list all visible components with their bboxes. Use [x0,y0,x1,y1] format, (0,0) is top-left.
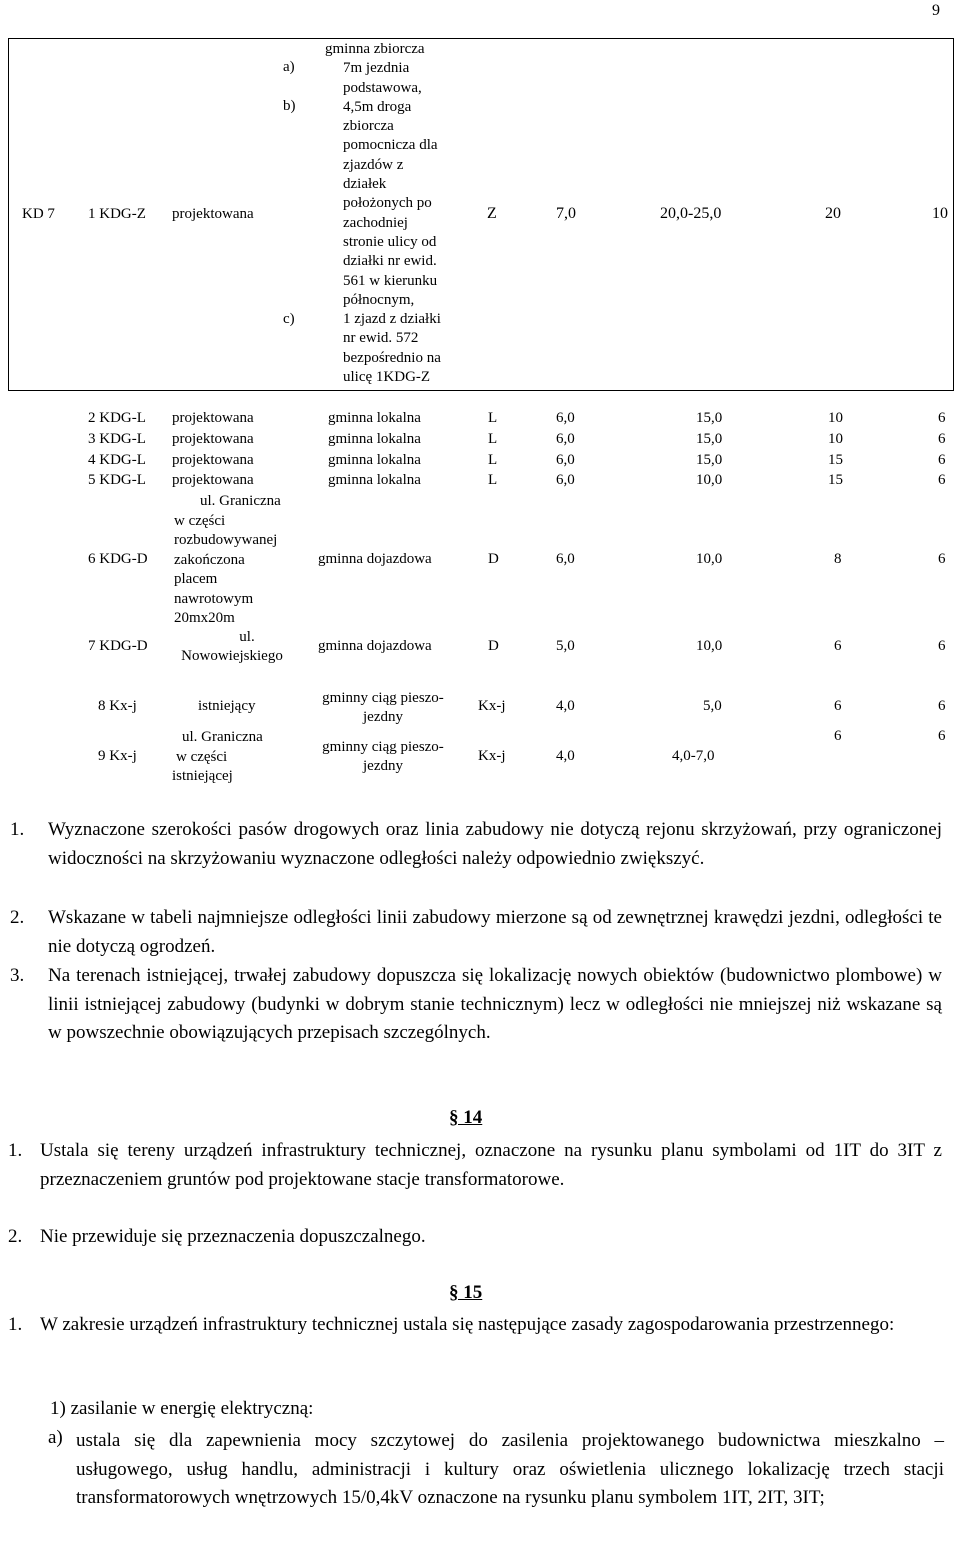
row-class: L [488,431,498,447]
kd7-description [315,40,463,387]
row9-distance-1: 6 [834,728,842,744]
kd7-marker-a: a) [283,59,295,75]
row-distance-1: 10 [828,410,843,426]
row-class: L [488,452,498,468]
row-class: L [488,410,498,426]
note-number: 2. [10,907,25,928]
row-width: 15,0 [696,452,723,468]
item-text: Ustala się tereny urządzeń infrastruktury technicznej, oznaczone na rysunku planu symbolami od 1IT do 3IT z przeznaczeniem gruntów pod projektowane stacje transformatorowe. [40,1140,942,1190]
row6-status [174,492,281,629]
table-row [0,431,960,451]
row9-category [312,738,454,776]
section-15-heading: § 15 [449,1282,483,1303]
kd7-desc-line: pomocnicza dla [343,137,438,154]
note-item [10,816,942,873]
kd7-section-label: KD 7 [22,206,55,222]
page-number: 9 [932,2,940,19]
row-distance-2: 6 [938,472,946,488]
row7-status [176,628,288,666]
row-distance-1: 10 [828,431,843,447]
subitem-power-supply: 1) zasilanie w energię elektryczną: [50,1398,314,1419]
row-status: projektowana [172,410,254,426]
row-distance-2: 6 [938,452,946,468]
row6-status-line: placem [174,571,218,587]
kd7-desc-line: północnym, [343,291,415,308]
row8-status: istniejący [198,698,256,714]
row8-category-line: gminny ciąg pieszo- [322,690,444,706]
row6-status-line: nawrotowym [174,590,254,607]
section-14-item [8,1137,942,1194]
row9-status-line: ul. Graniczna [182,729,263,745]
row7-symbol: 7 KDG-D [88,638,148,654]
row9-class: Kx-j [478,748,506,764]
kd7-desc-line: stronie ulicy od [343,233,437,250]
kd7-klasa: Z [487,205,497,222]
kd7-desc-line: zjazdów z [343,156,404,173]
note-text: Wskazane w tabeli najmniejsze odległości linii zabudowy mierzone są od zewnętrznej krawędzi jezdni, odległości te nie dotyczą ogrodzeń. [48,907,942,957]
row9-width: 4,0-7,0 [672,748,715,764]
kd7-desc-line: gminna zbiorcza [325,41,425,57]
row-symbol: 5 KDG-L [88,472,146,488]
kd7-desc-line: 561 w kierunku [343,272,438,289]
row8-class: Kx-j [478,698,506,714]
kd7-desc-line: działki nr ewid. [343,253,437,270]
row8-width: 5,0 [703,698,722,714]
kd7-desc-line: bezpośrednio na [343,349,441,366]
row-width: 15,0 [696,410,723,426]
row6-status-line: 20mx20m [174,610,235,626]
row8-category-line: jezdny [363,709,403,725]
kd7-marker-c: c) [283,311,295,327]
kd7-desc-line: ulicę 1KDG-Z [343,369,431,386]
row6-distance-1: 8 [834,551,842,567]
row7-class: D [488,638,499,654]
row-distance-1: 15 [828,472,843,488]
table-row [0,410,960,430]
row-status: projektowana [172,472,254,488]
row7-category: gminna dojazdowa [318,638,432,654]
row6-class: D [488,551,499,567]
kd7-desc-line: 7m jezdnia [343,60,410,77]
row6-roadway: 6,0 [556,551,575,567]
row6-category: gminna dojazdowa [318,551,432,567]
kd7-symbol: 1 KDG-Z [88,206,146,222]
kd7-szerokosc: 20,0-25,0 [660,205,722,222]
row-status: projektowana [172,452,254,468]
row7-status-line: Nowowiejskiego [181,648,283,664]
row9-status-line: w części [176,748,228,765]
row-roadway: 6,0 [556,472,575,488]
row7-distance-1: 6 [834,638,842,654]
subitem-a-text: ustala się dla zapewnienia mocy szczytowej do zasilenia projektowanego budownictwa mieszkalno – usługowego, usług handlu, administracji i kultury oraz oświetlenia ulicznego lokalizację trzech stacji transformatorowych wnętrzowych 15/0,4kV oznaczone na rysunku planu symbolem 1IT, 2IT, 3IT; [76,1430,944,1509]
row-distance-1: 15 [828,452,843,468]
kd7-odleglosc-1: 20 [825,205,841,222]
kd7-status: projektowana [172,206,254,222]
item-number: 1. [8,1140,23,1161]
row9-status-line: istniejącej [172,768,233,784]
row8-category [312,689,454,727]
row-status: projektowana [172,431,254,447]
note-number: 1. [10,819,25,840]
section-14-item [8,1223,942,1252]
row8-distance-2: 6 [938,698,946,714]
row9-category-line: gminny ciąg pieszo- [322,739,444,755]
row9-symbol: 9 Kx-j [98,748,137,764]
note-text: Na terenach istniejącej, trwałej zabudowy dopuszcza się lokalizację nowych obiektów (budownictwo plombowe) w linii istniejącej zabudowy (budynki w dobrym stanie technicznym) lecz w odległości nie mniejszej niż wskazane są w powszechnie obowiązujących przepisach szczególnych. [48,965,942,1044]
item-text: W zakresie urządzeń infrastruktury technicznej ustala się następujące zasady zagospodarowania przestrzennego: [40,1314,895,1335]
row-category: gminna lokalna [328,472,421,488]
row7-distance-2: 6 [938,638,946,654]
note-number: 3. [10,965,25,986]
row-class: L [488,472,498,488]
kd7-desc-line: 4,5m droga [343,98,412,115]
row8-roadway: 4,0 [556,698,575,714]
table-row [0,472,960,492]
kd7-marker-b: b) [283,98,296,114]
row8-distance-1: 6 [834,698,842,714]
row9-roadway: 4,0 [556,748,575,764]
item-text: Nie przewiduje się przeznaczenia dopuszczalnego. [40,1226,426,1247]
section-14-heading: § 14 [449,1107,483,1128]
subitem-a-marker: a) [48,1427,63,1448]
kd7-desc-line: 1 zjazd z działki [343,311,441,328]
item-number: 2. [8,1226,23,1247]
row-distance-2: 6 [938,410,946,426]
kd7-jezdnia: 7,0 [556,205,576,222]
row9-category-line: jezdny [363,758,403,774]
row-symbol: 3 KDG-L [88,431,146,447]
row6-symbol: 6 KDG-D [88,551,148,567]
kd7-desc-line: podstawowa, [343,79,422,96]
row-symbol: 4 KDG-L [88,452,146,468]
row6-status-line: rozbudowywanej [174,532,278,548]
table-row [0,452,960,472]
row7-status-line: ul. [239,629,255,645]
row-width: 10,0 [696,472,723,488]
row-category: gminna lokalna [328,452,421,468]
row8-symbol: 8 Kx-j [98,698,137,714]
row6-status-line: w części [174,512,226,529]
row6-status-line: zakończona [174,551,245,568]
item-number: 1. [8,1314,23,1335]
row-category: gminna lokalna [328,431,421,447]
section-15-item [8,1311,942,1340]
kd7-desc-line: działek [343,176,387,193]
row-category: gminna lokalna [328,410,421,426]
row-roadway: 6,0 [556,431,575,447]
kd7-desc-line: nr ewid. 572 [343,330,419,347]
row-distance-2: 6 [938,431,946,447]
row6-distance-2: 6 [938,551,946,567]
kd7-desc-line: położonych po [343,195,432,212]
row-roadway: 6,0 [556,452,575,468]
note-item [10,962,942,1048]
row-roadway: 6,0 [556,410,575,426]
row7-width: 10,0 [696,638,723,654]
kd7-desc-line: zachodniej [343,214,408,231]
row7-roadway: 5,0 [556,638,575,654]
kd7-odleglosc-2: 10 [932,205,948,222]
row6-width: 10,0 [696,551,723,567]
kd7-desc-line: zbiorcza [343,118,394,135]
kd7-table-box [8,38,954,391]
row-symbol: 2 KDG-L [88,410,146,426]
note-text: Wyznaczone szerokości pasów drogowych oraz linia zabudowy nie dotyczą rejonu skrzyżowań, przy ograniczonej widoczności na skrzyżowaniu wyznaczone odległości należy odpowiednio zwiększyć. [48,819,942,869]
row-width: 15,0 [696,431,723,447]
note-item [10,904,942,961]
row9-status [172,728,263,787]
row9-distance-2: 6 [938,728,946,744]
row6-status-line: ul. Graniczna [200,493,281,509]
